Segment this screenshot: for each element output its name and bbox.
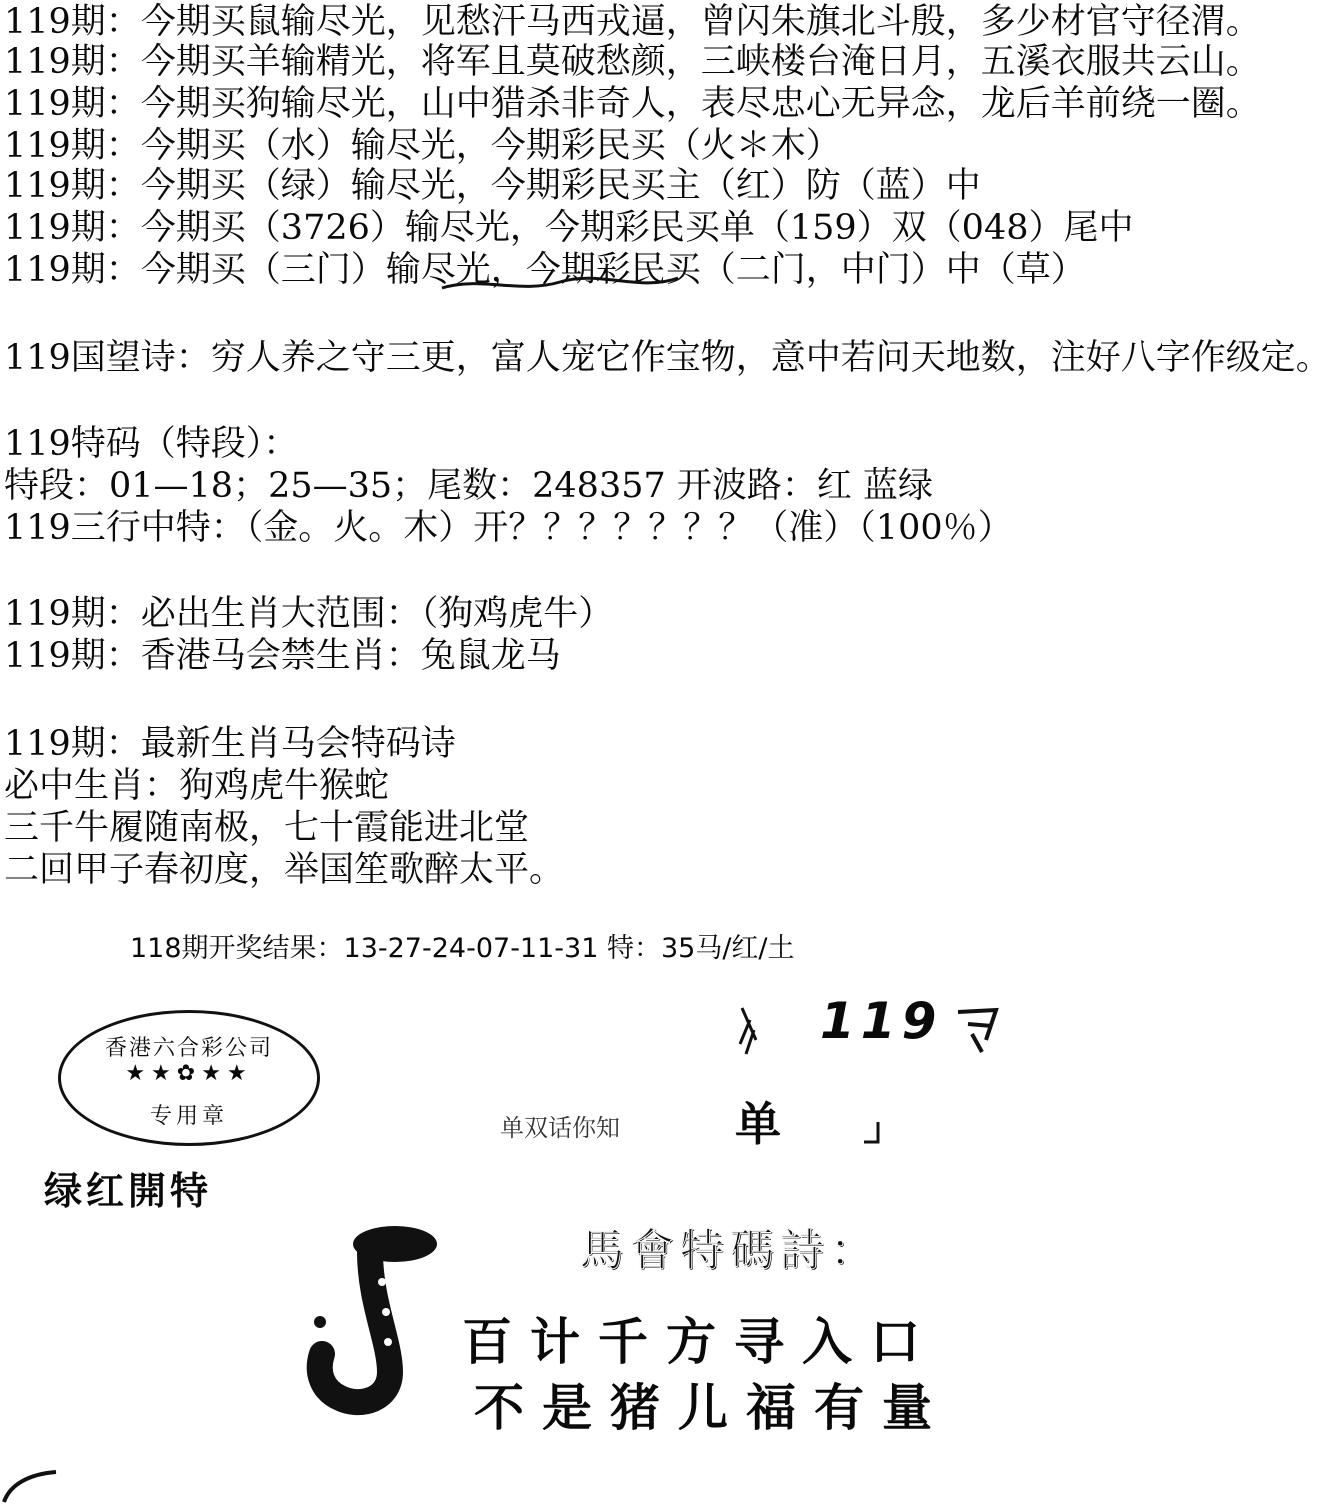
issue-line-5: 119期：今期买（绿）输尽光，今期彩民买主（红）防（蓝）中: [4, 166, 981, 206]
stamp-top-text: 香港六合彩公司: [104, 1036, 273, 1061]
issue-line-3: 119期：今期买狗输尽光，山中猎杀非奇人，表尽忠心无异念，龙后羊前绕一圈。: [4, 84, 1261, 124]
poem-verse-2: 二回甲子春初度，举国笙歌醉太平。: [4, 850, 565, 890]
company-stamp: [58, 1010, 320, 1146]
three-elements-line: 119三行中特：（金。火。木）开？？？？？？？（准）（100％）: [4, 508, 1013, 548]
must-zodiac-line: 必中生肖：狗鸡虎牛猴蛇: [4, 766, 390, 806]
issue-line-7: 119期：今期买（三门）输尽光，今期彩民买（二门，中门）中（草）: [4, 250, 1086, 290]
issue-line-2: 119期：今期买羊输精光，将军且莫破愁颜，三峡楼台淹日月，五溪衣服共云山。: [4, 42, 1261, 82]
issue-number-mark: 119: [820, 992, 943, 1050]
special-code-heading: 119特码（特段）：: [4, 424, 299, 464]
single-mark: 单: [735, 1097, 781, 1151]
stamp-bottom-text: 专用章: [149, 1104, 228, 1129]
horse-poem-title: 馬會特碼詩：: [580, 1225, 880, 1276]
corner-swirl-icon: [0, 1470, 60, 1505]
special-range-line: 特段：01—18；25—35；尾数：248357 开波路：红 蓝绿: [4, 466, 934, 506]
poem-verse-1: 三千牛履随南极，七十霞能进北堂: [4, 808, 530, 848]
issue-line-1: 119期：今期买鼠输尽光，见愁汗马西戎逼，曾闪朱旗北斗殷，多少材官守径渭。: [4, 2, 1261, 42]
bracket-mark: [860, 1120, 890, 1150]
poem-line-2: 不是猪儿福有量: [474, 1379, 950, 1437]
stamp-stars: ★★✿★★: [125, 1061, 253, 1086]
poem-line-1: 百计千方寻入口: [462, 1313, 938, 1371]
scribble-strike: [440, 270, 680, 300]
poem-line: 119国望诗：穷人养之守三更，富人宠它作宝物，意中若问天地数，注好八字作级定。: [4, 338, 1331, 378]
zodiac-poem-heading: 119期：最新生肖马会特码诗: [4, 724, 456, 764]
issue-line-6: 119期：今期买（3726）输尽光，今期彩民买单（159）双（048）尾中: [4, 208, 1134, 248]
single-double-text: 单双话你知: [500, 1114, 620, 1142]
green-red-label: 绿红開特: [44, 1169, 213, 1213]
decorative-j-icon: [300, 1222, 440, 1412]
issue-line-4: 119期：今期买（水）输尽光，今期彩民买（火＊木）: [4, 126, 841, 166]
draw-result: 118期开奖结果：13-27-24-07-11-31 特：35马/红/土: [130, 933, 795, 964]
zodiac-range-line: 119期：必出生肖大范围：（狗鸡虎牛）: [4, 594, 614, 634]
issue-mark-scribble: [736, 1000, 1016, 1060]
banned-zodiac-line: 119期：香港马会禁生肖：兔鼠龙马: [4, 636, 561, 676]
